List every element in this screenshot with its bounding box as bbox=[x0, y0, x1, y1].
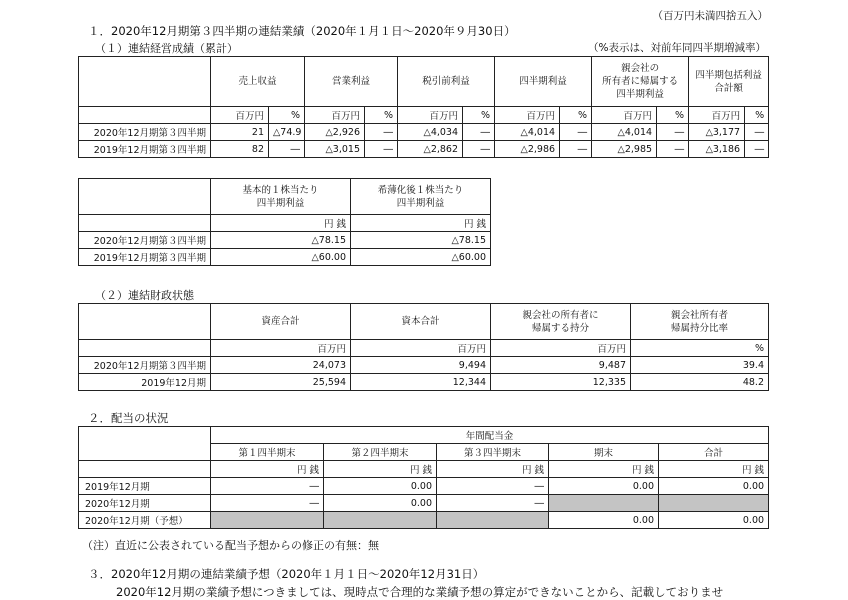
shaded-cell bbox=[659, 495, 769, 512]
row-label: 2020年12月期 bbox=[79, 495, 211, 512]
unit-cell: 百万円 bbox=[491, 340, 631, 357]
value-cell: △3,015 bbox=[305, 141, 365, 158]
unit-note: （百万円未満四捨五入） bbox=[652, 10, 768, 22]
column-header: 合計 bbox=[659, 444, 769, 461]
value-cell: △78.15 bbox=[351, 232, 491, 249]
unit-row bbox=[79, 215, 491, 232]
forecast-body-text: 2020年12月期の業績予想につきましては、現時点で合理的な業績予想の算定ができないことから、記載しておりませ bbox=[116, 585, 724, 599]
column-header: 第３四半期末 bbox=[437, 444, 549, 461]
table-row bbox=[79, 249, 491, 266]
unit-cell: % bbox=[631, 340, 769, 357]
unit-pct-cell: % bbox=[463, 107, 495, 124]
value-cell: △60.00 bbox=[211, 249, 351, 266]
column-header: 希薄化後１株当たり 四半期利益 bbox=[351, 179, 491, 215]
unit-row-label-cell bbox=[79, 215, 211, 232]
value-cell: △2,862 bbox=[398, 141, 463, 158]
unit-cell: 円 銭 bbox=[211, 461, 324, 478]
financial-header-row bbox=[79, 304, 769, 340]
table-row bbox=[79, 232, 491, 249]
unit-row-label-cell bbox=[79, 461, 211, 478]
value-cell: △4,014 bbox=[592, 124, 657, 141]
row-label: 2020年12月期（予想） bbox=[79, 512, 211, 529]
operating-results-header-row bbox=[79, 57, 769, 107]
value-cell: 0.00 bbox=[324, 478, 437, 495]
value-cell: 21 bbox=[211, 124, 269, 141]
unit-row bbox=[79, 107, 769, 124]
value-cell: 12,344 bbox=[351, 374, 491, 391]
percent-cell: ― bbox=[269, 141, 305, 158]
column-header: 営業利益 bbox=[305, 57, 398, 107]
unit-cell: 円 銭 bbox=[437, 461, 549, 478]
unit-yen-cell: 百万円 bbox=[398, 107, 463, 124]
row-label: 2020年12月期第３四半期 bbox=[79, 124, 211, 141]
value-cell: ― bbox=[211, 478, 324, 495]
unit-yen-cell: 百万円 bbox=[592, 107, 657, 124]
unit-cell: 円 銭 bbox=[324, 461, 437, 478]
percent-cell: ― bbox=[560, 124, 592, 141]
unit-pct-cell: % bbox=[657, 107, 689, 124]
value-cell: 25,594 bbox=[211, 374, 351, 391]
unit-yen-cell: 百万円 bbox=[495, 107, 560, 124]
column-header: 四半期利益 bbox=[495, 57, 592, 107]
unit-yen-cell: 百万円 bbox=[211, 107, 269, 124]
column-header: 第２四半期末 bbox=[324, 444, 437, 461]
value-cell: 0.00 bbox=[659, 512, 769, 529]
column-header: 税引前利益 bbox=[398, 57, 495, 107]
value-cell: △60.00 bbox=[351, 249, 491, 266]
value-cell: 0.00 bbox=[324, 495, 437, 512]
unit-yen-cell: 百万円 bbox=[305, 107, 365, 124]
column-header: 四半期包括利益 合計額 bbox=[689, 57, 769, 107]
value-cell: 12,335 bbox=[491, 374, 631, 391]
row-label: 2019年12月期第３四半期 bbox=[79, 141, 211, 158]
unit-row bbox=[79, 461, 769, 478]
section1-heading: １．2020年12月期第３四半期の連結業績（2020年１月１日～2020年９月30日） bbox=[88, 24, 516, 38]
value-cell: 24,073 bbox=[211, 357, 351, 374]
shaded-cell bbox=[211, 512, 324, 529]
value-cell: 39.4 bbox=[631, 357, 769, 374]
row-label: 2020年12月期第３四半期 bbox=[79, 357, 211, 374]
column-header: 親会社所有者 帰属持分比率 bbox=[631, 304, 769, 340]
row-label-header-cell bbox=[79, 427, 211, 461]
table-row bbox=[79, 478, 769, 495]
percent-cell: ― bbox=[657, 141, 689, 158]
value-cell: 48.2 bbox=[631, 374, 769, 391]
value-cell: △2,985 bbox=[592, 141, 657, 158]
row-label: 2019年12月期第３四半期 bbox=[79, 249, 211, 266]
percent-cell: ― bbox=[745, 124, 769, 141]
value-cell: 9,487 bbox=[491, 357, 631, 374]
unit-cell: 百万円 bbox=[211, 340, 351, 357]
percent-cell: ― bbox=[365, 141, 398, 158]
section3-heading: ３．2020年12月期の連結業績予想（2020年１月１日～2020年12月31日） bbox=[88, 567, 485, 581]
column-header: 親会社の所有者に 帰属する持分 bbox=[491, 304, 631, 340]
unit-row bbox=[79, 340, 769, 357]
unit-cell: 円 銭 bbox=[211, 215, 351, 232]
row-label-header-cell bbox=[79, 304, 211, 340]
table-row bbox=[79, 141, 769, 158]
unit-cell: 円 銭 bbox=[659, 461, 769, 478]
value-cell: ― bbox=[437, 495, 549, 512]
value-cell: 9,494 bbox=[351, 357, 491, 374]
column-header: 親会社の 所有者に帰属する 四半期利益 bbox=[592, 57, 689, 107]
percent-cell: ― bbox=[657, 124, 689, 141]
column-header: 売上収益 bbox=[211, 57, 305, 107]
value-cell: ― bbox=[211, 495, 324, 512]
value-cell: △2,986 bbox=[495, 141, 560, 158]
percent-cell: ― bbox=[365, 124, 398, 141]
dividend-group-header-row bbox=[79, 427, 769, 444]
row-label-header-cell bbox=[79, 57, 211, 107]
table-row bbox=[79, 495, 769, 512]
row-label-header-cell bbox=[79, 179, 211, 215]
unit-cell: 円 銭 bbox=[549, 461, 659, 478]
financial-position-table bbox=[78, 303, 769, 391]
row-label: 2020年12月期第３四半期 bbox=[79, 232, 211, 249]
unit-row-label-cell bbox=[79, 340, 211, 357]
eps-table bbox=[78, 178, 491, 266]
value-cell: 0.00 bbox=[549, 512, 659, 529]
column-header: 期末 bbox=[549, 444, 659, 461]
shaded-cell bbox=[549, 495, 659, 512]
value-cell: 0.00 bbox=[549, 478, 659, 495]
value-cell: △78.15 bbox=[211, 232, 351, 249]
value-cell: 82 bbox=[211, 141, 269, 158]
table-row bbox=[79, 357, 769, 374]
percent-cell: ― bbox=[745, 141, 769, 158]
column-header: 第１四半期末 bbox=[211, 444, 324, 461]
table-row bbox=[79, 124, 769, 141]
column-header: 資産合計 bbox=[211, 304, 351, 340]
value-cell: △4,014 bbox=[495, 124, 560, 141]
unit-pct-cell: % bbox=[365, 107, 398, 124]
percent-cell: ― bbox=[560, 141, 592, 158]
value-cell: △3,186 bbox=[689, 141, 745, 158]
column-header: 資本合計 bbox=[351, 304, 491, 340]
table-row bbox=[79, 374, 769, 391]
unit-row-label-cell bbox=[79, 107, 211, 124]
value-cell: 0.00 bbox=[659, 478, 769, 495]
value-cell: △4,034 bbox=[398, 124, 463, 141]
column-header: 基本的１株当たり 四半期利益 bbox=[211, 179, 351, 215]
shaded-cell bbox=[437, 512, 549, 529]
eps-header-row bbox=[79, 179, 491, 215]
row-label: 2019年12月期 bbox=[79, 478, 211, 495]
annual-dividend-group-header: 年間配当金 bbox=[211, 427, 769, 444]
value-cell: ― bbox=[437, 478, 549, 495]
unit-cell: 円 銭 bbox=[351, 215, 491, 232]
unit-cell: 百万円 bbox=[351, 340, 491, 357]
shaded-cell bbox=[324, 512, 437, 529]
table-row bbox=[79, 512, 769, 529]
dividend-revision-note: （注）直近に公表されている配当予想からの修正の有無：無 bbox=[82, 539, 379, 552]
row-label: 2019年12月期 bbox=[79, 374, 211, 391]
dividends-table bbox=[78, 426, 769, 529]
percent-note: （%表示は、対前年同四半期増減率） bbox=[588, 42, 766, 54]
financial-position-subheading: （２）連結財政状態 bbox=[95, 289, 194, 302]
operating-results-table bbox=[78, 56, 769, 158]
unit-pct-cell: % bbox=[745, 107, 769, 124]
operating-results-subheading: （１）連結経営成績（累計） bbox=[95, 42, 238, 55]
percent-cell: ― bbox=[463, 124, 495, 141]
percent-cell: △74.9 bbox=[269, 124, 305, 141]
value-cell: △2,926 bbox=[305, 124, 365, 141]
unit-yen-cell: 百万円 bbox=[689, 107, 745, 124]
unit-pct-cell: % bbox=[560, 107, 592, 124]
unit-pct-cell: % bbox=[269, 107, 305, 124]
percent-cell: ― bbox=[463, 141, 495, 158]
value-cell: △3,177 bbox=[689, 124, 745, 141]
section2-heading: ２．配当の状況 bbox=[88, 411, 169, 425]
